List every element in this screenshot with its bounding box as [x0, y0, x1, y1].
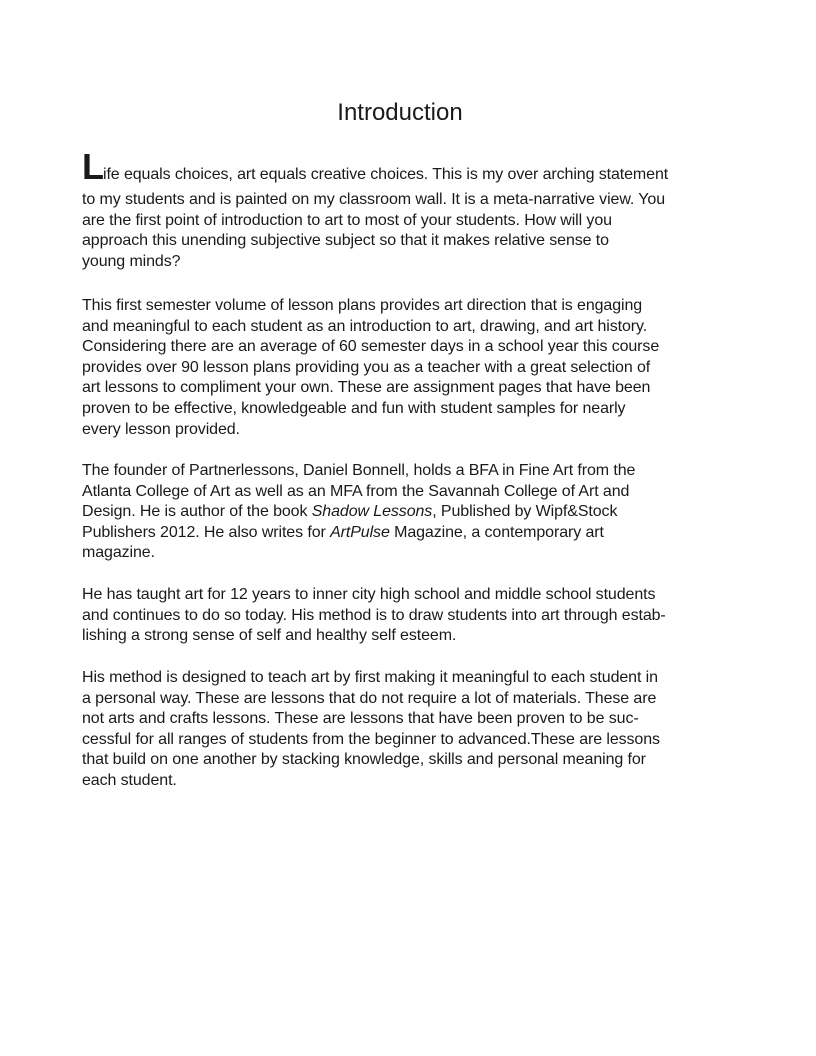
text-line: young minds?: [82, 252, 181, 270]
paragraph-first-line: [82, 146, 722, 187]
text-line: This first semester volume of lesson plans provides art direction that is engaging: [82, 297, 643, 314]
text-line: [82, 523, 722, 544]
page-title: Introduction: [337, 99, 463, 126]
text-line: a personal way. These are lessons that do not require a lot of materials. These are: [82, 689, 657, 707]
text-line: that build on one another by stacking knowledge, skills and personal meaning for: [82, 751, 646, 769]
paragraph-body: [82, 190, 722, 272]
text-segment: Publishers 2012. He also writes for: [82, 523, 331, 541]
text-line: lishing a strong sense of self and healthy self esteem.: [82, 627, 457, 645]
founder-paragraph: [82, 461, 722, 564]
text-segment: , Published by Wipf&Stock: [432, 503, 618, 521]
text-line: Considering there are an average of 60 semester days in a school year this course: [82, 338, 660, 356]
text-line: and continues to do so today. His method is to draw students into art through estab-: [82, 606, 666, 624]
text-segment: Design. He is author of the book: [82, 503, 312, 521]
text-line: provides over 90 lesson plans providing you as a teacher with a great selection of: [82, 358, 651, 376]
intro-paragraph: [82, 146, 722, 272]
text-line: His method is designed to teach art by first making it meaningful to each student in: [82, 669, 658, 686]
text-line: Atlanta College of Art as well as an MFA from the Savannah College of Art and: [82, 482, 630, 500]
text-line: each student.: [82, 771, 177, 789]
text-line: art lessons to compliment your own. These are assignment pages that have been: [82, 379, 651, 397]
text-line: to my students and is painted on my classroom wall. It is a meta-narrative view. You: [82, 191, 665, 208]
lesson-plans-paragraph: [82, 296, 722, 440]
text-line: cessful for all ranges of students from the beginner to advanced.These are lessons: [82, 730, 660, 748]
method-paragraph: [82, 668, 722, 792]
text-line: are the first point of introduction to art to most of your students. How will you: [82, 211, 612, 229]
text-line: He has taught art for 12 years to inner city high school and middle school students: [82, 586, 656, 603]
teaching-paragraph: [82, 585, 722, 647]
text-line: and meaningful to each student as an introduction to art, drawing, and art history.: [82, 317, 648, 335]
book-title: Shadow Lessons: [311, 503, 433, 521]
magazine-title: ArtPulse: [330, 523, 390, 541]
text-line: proven to be effective, knowledgeable and fun with student samples for nearly: [82, 399, 626, 417]
text-line: The founder of Partnerlessons, Daniel Bonnell, holds a BFA in Fine Art from the: [82, 462, 636, 479]
first-line-text: ife equals choices, art equals creative choices. This is my over arching statement: [103, 166, 669, 183]
text-line: approach this unending subjective subject so that it makes relative sense to: [82, 232, 609, 250]
text-line: not arts and crafts lessons. These are lessons that have been proven to be suc-: [82, 710, 639, 728]
text-line: [82, 502, 722, 523]
text-segment: Magazine, a contemporary art: [389, 523, 604, 541]
text-line: every lesson provided.: [82, 420, 240, 438]
text-line: magazine.: [82, 544, 155, 562]
drop-cap: L: [82, 146, 103, 187]
